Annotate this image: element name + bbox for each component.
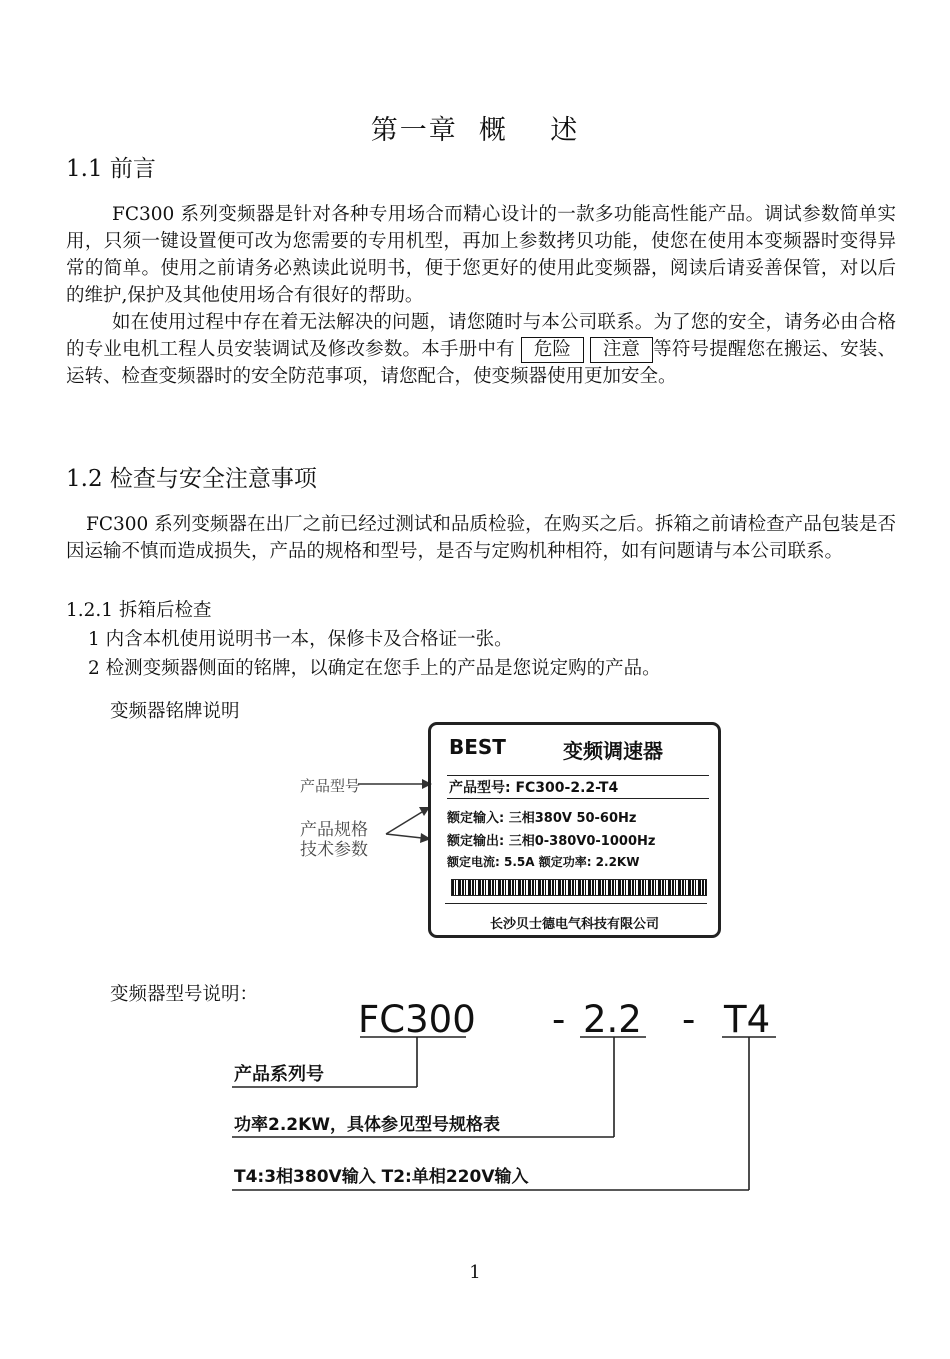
nameplate-divider xyxy=(445,903,707,904)
model-power: 2.2 xyxy=(583,998,642,1041)
preface-paragraph-2-text: 如在使用过程中存在着无法解决的问题，请您随时与本公司联系。为了您的安全，请务必由合格的专业电机工程人员安装调试及修改参数。本手册中有 xyxy=(66,312,896,360)
callout-spec-1: 产品规格 xyxy=(300,820,368,840)
inspection-paragraph: FC300 系列变频器在出厂之前已经过测试和品质检验，在购买之后。拆箱之前请检查产品包装是否因运输不慎而造成损失，产品的规格和型号，是否与定购机种相符，如有问题请与本公司联系。 xyxy=(66,514,896,562)
section-1-1-body xyxy=(66,201,896,390)
nameplate-company: 长沙贝士德电气科技有限公司 xyxy=(489,917,659,932)
model-series: FC300 xyxy=(358,998,476,1041)
label-series: 产品系列号 xyxy=(234,1064,324,1085)
nameplate-brand: BEST xyxy=(449,735,506,759)
chapter-title: 第一章 概 述 xyxy=(370,115,580,146)
callout-arrows xyxy=(356,776,436,856)
callout-model: 产品型号 xyxy=(300,777,361,795)
model-code-caption: 变频器型号说明： xyxy=(110,984,259,1005)
callout-spec-2: 技术参数 xyxy=(300,840,368,860)
nameplate-current-row: 额定电流: 5.5A 额定功率: 2.2KW xyxy=(447,855,640,869)
nameplate-product: 变频调速器 xyxy=(563,739,663,763)
model-dash-1: - xyxy=(552,998,566,1041)
preface-paragraph-2 xyxy=(66,309,896,390)
notice-symbol-label: 注意 xyxy=(590,337,653,363)
subsection-1-2-1-heading: 1.2.1 拆箱后检查 xyxy=(66,600,212,621)
preface-paragraph-1: FC300 系列变频器是针对各种专用场合而精心设计的一款多功能高性能产品。调试参数简单实用，只须一键设置便可改为您需要的专用机型，再加上参数拷贝功能，使您在使用本变频器时变得异常的简单。使用之前请务必熟读此说明书，便于您更好的使用此变频器，阅读后请妥善保管，对以后的维护,保护及其他使用场合有很好的帮助。 xyxy=(66,204,896,306)
model-dash-2: - xyxy=(682,998,696,1041)
barcode xyxy=(451,879,707,896)
nameplate-input-row: 额定输入: 三相380V 50-60Hz xyxy=(447,811,637,826)
preface-paragraph-2-tail: 等符号提醒您在搬运、安装、运转、检查变频器时的安全防范事项，请您配合，使变频器使用更加安全。 xyxy=(66,339,896,387)
nameplate-figure xyxy=(428,722,721,938)
checklist-item-1: 1 内含本机使用说明书一本，保修卡及合格证一张。 xyxy=(88,629,513,650)
danger-symbol-label: 危险 xyxy=(521,337,584,363)
section-1-2-heading: 1.2 检查与安全注意事项 xyxy=(66,466,317,492)
label-voltage: T4:3相380V输入 T2:单相220V输入 xyxy=(234,1167,529,1187)
section-1-1-heading: 1.1 前言 xyxy=(66,156,156,182)
nameplate-model-row: 产品型号: FC300-2.2-T4 xyxy=(447,775,709,799)
nameplate-caption: 变频器铭牌说明 xyxy=(110,701,240,722)
label-power: 功率2.2KW，具体参见型号规格表 xyxy=(234,1115,501,1135)
page-number: 1 xyxy=(469,1262,481,1283)
model-voltage: T4 xyxy=(724,998,771,1041)
checklist-item-2: 2 检测变频器侧面的铭牌，以确定在您手上的产品是您说定购的产品。 xyxy=(88,658,661,679)
section-1-2-body xyxy=(66,511,896,565)
nameplate-output-row: 额定输出: 三相0-380V0-1000Hz xyxy=(447,834,656,849)
